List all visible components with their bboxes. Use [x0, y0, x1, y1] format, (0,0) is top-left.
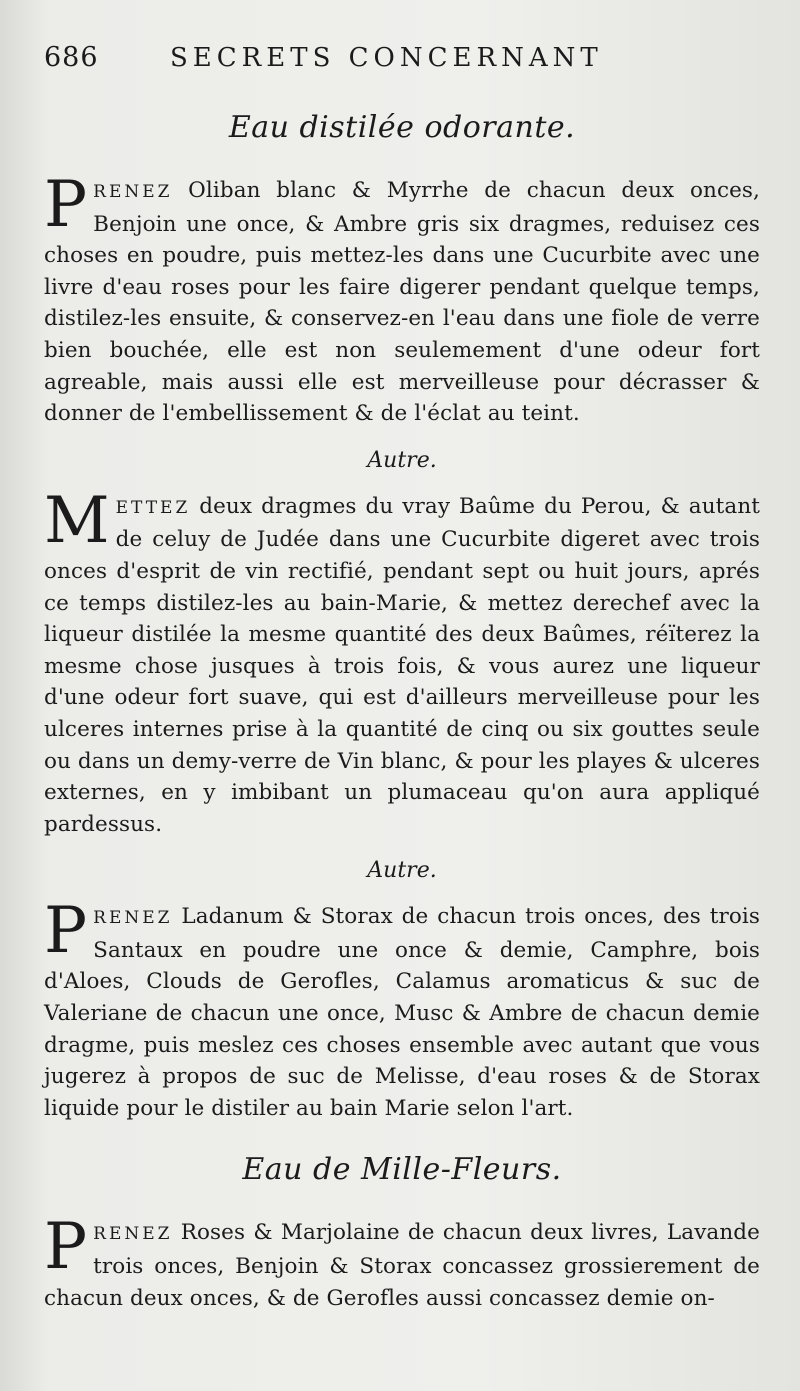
- paragraph-text: deux dragmes du vray Baûme du Perou, & autant de celuy de Judée dans une Cucurbite digeret avec trois onces d'esprit de vin rectifié, pendant sept ou huit jours, aprés ce temps distilez-les au bain-Marie, & mettez derechef avec la liqueur distilée la mesme quantité des deux Baûmes, réïterez la mesme chose jusques à trois fois, & vous aurez une liqueur d'une odeur fort suave, qui est d'ailleurs merveilleuse pour les ulceres internes prise à la quantité de cinq ou six gouttes seule ou dans un demy-verre de Vin blanc, & pour les playes & ulceres externes, en y imbibant un plumaceau qu'on aura appliqué pardessus.: [44, 493, 760, 837]
- paragraph-text: Ladanum & Storax de chacun trois onces, des trois Santaux en poudre une once & demie, Camphre, bois d'Aloes, Clouds de Gerofles, Calamus aromaticus & suc de Valeriane de chacun une once, Musc & Ambre de chacun demie dragme, puis meslez ces choses ensemble avec autant que vous jugerez à propos de suc de Melisse, d'eau roses & de Storax liquide pour le distiler au bain Marie selon l'art.: [44, 904, 760, 1121]
- lead-word: RENEZ: [93, 908, 173, 929]
- drop-cap: M: [44, 483, 110, 558]
- section-paragraph: [44, 168, 760, 430]
- drop-cap: P: [44, 894, 88, 969]
- section-autre-2: [44, 858, 760, 1124]
- page-number: 686: [44, 42, 99, 73]
- section-title: Eau distilée odorante.: [228, 110, 576, 145]
- running-head: [44, 42, 760, 82]
- section-eau-distilee: [44, 110, 760, 430]
- section-mille-fleurs: [44, 1152, 760, 1314]
- lead-word: RENEZ: [93, 1224, 173, 1245]
- section-title: Autre.: [367, 447, 437, 473]
- running-title: SECRETS CONCERNANT: [170, 43, 603, 73]
- section-paragraph: [44, 483, 760, 841]
- paragraph-text: Oliban blanc & Myrrhe de chacun deux onces, Benjoin une once, & Ambre gris six dragmes, reduisez ces choses en poudre, puis mettez-les dans une Cucurbite avec une livre d'eau roses pour les faire digerer pendant quelque temps, distilez-les ensuite, & conservez-en l'eau dans une fiole de verre bien bouchée, elle est non seulemement d'une odeur fort agreable, mais aussi elle est merveilleuse pour décrasser & donner de l'embellissement & de l'éclat au teint.: [44, 178, 760, 427]
- paragraph-text: Roses & Marjolaine de chacun deux livres, Lavande trois onces, Benjoin & Storax concassez grossierement de chacun deux onces, & de Gerofles aussi concassez demie on-: [44, 1220, 760, 1311]
- lead-word: RENEZ: [93, 182, 173, 202]
- section-title: Eau de Mille-Fleurs.: [242, 1152, 562, 1188]
- drop-cap: P: [44, 1210, 88, 1285]
- drop-cap: P: [44, 168, 88, 242]
- section-paragraph: [44, 1210, 760, 1314]
- section-paragraph: [44, 894, 760, 1124]
- section-autre-1: [44, 448, 760, 841]
- section-title: Autre.: [367, 858, 437, 884]
- lead-word: ETTEZ: [115, 497, 191, 518]
